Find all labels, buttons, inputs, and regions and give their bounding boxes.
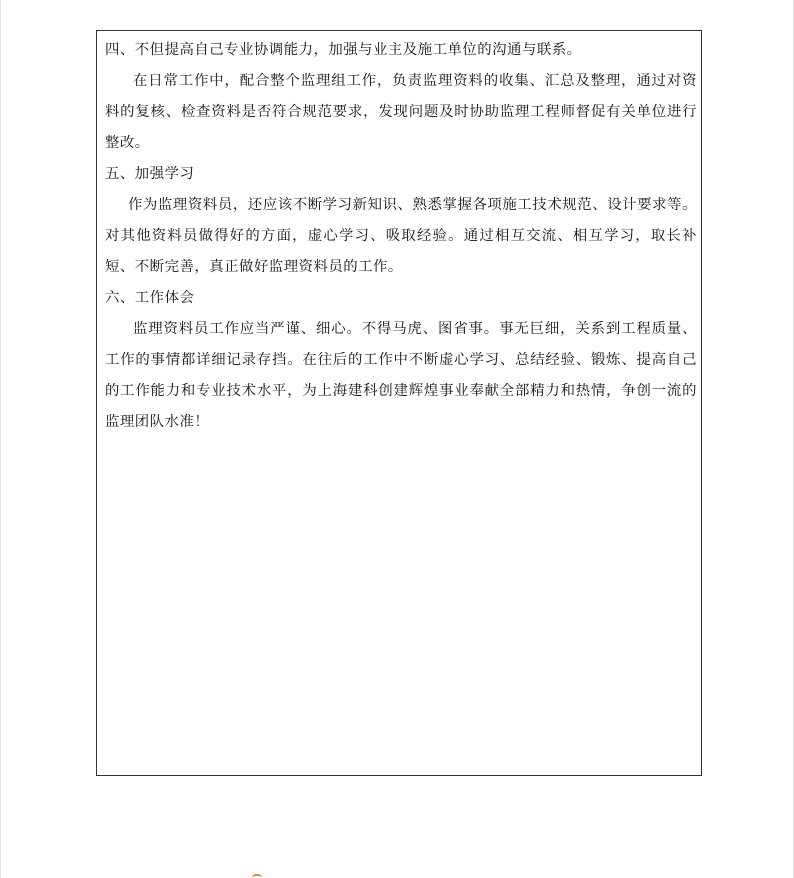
section-body-4: 在日常工作中，配合整个监理组工作，负责监理资料的收集、汇总及整理，通过对资料的复核、检查资料是否符合规范要求，发现问题及时协助监理工程师督促有关单位进行整改。 <box>105 73 697 151</box>
section-body-6: 监理资料员工作应当严谨、细心。不得马虎、图省事。事无巨细，关系到工程质量、工作的事情都详细记录存挡。在往后的工作中不断虚心学习、总结经验、锻炼、提高自己的工作能力和专业技术水平，为上海建科创建辉煌事业奉献全部精力和热情，争创一流的监理团队水准！ <box>105 321 697 430</box>
document-table-cell <box>96 30 702 776</box>
section-heading-6: 六、工作体会 <box>105 290 195 306</box>
page-left-edge <box>0 0 1 878</box>
section-heading-4: 四、不但提高自己专业协调能力，加强与业主及施工单位的沟通与联系。 <box>105 42 582 58</box>
section-heading-5: 五、加强学习 <box>105 166 195 182</box>
document-content <box>105 35 697 438</box>
section-body-5: 作为监理资料员，还应该不断学习新知识、熟悉掌握各项施工技术规范、设计要求等。对其他资料员做得好的方面，虚心学习、吸取经验。通过相互交流、相互学习，取长补短、不断完善，真正做好监理资料员的工作。 <box>105 197 697 275</box>
loading-indicator-icon <box>252 874 262 878</box>
